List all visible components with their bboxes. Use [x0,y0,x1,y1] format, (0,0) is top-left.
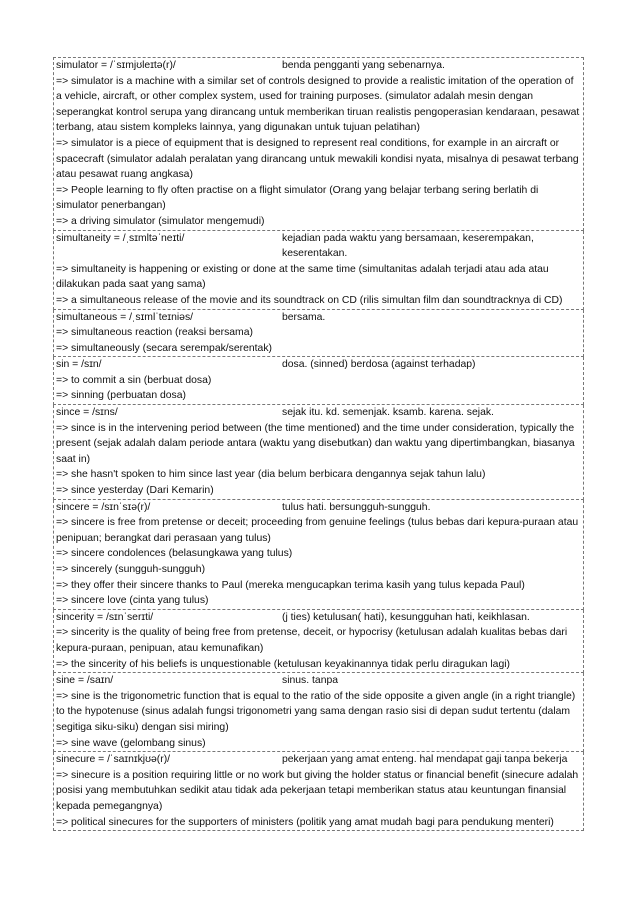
entry-gloss: tulus hati. bersungguh-sungguh. [282,501,431,513]
entry-header [56,405,581,421]
example-line: => a simultaneous release of the movie and its soundtrack on CD (rilis simultan film dan soundtracknya di CD) [56,294,563,306]
dictionary-entry [53,405,584,500]
entry-gloss: (j ties) ketulusan( hati), kesungguhan hati, keikhlasan. [282,611,530,623]
dictionary-document [53,57,584,831]
entry-header [56,752,581,768]
entry-term: sine = /saɪn/ [56,675,114,687]
entry-gloss: bersama. [282,311,326,323]
example-line: => they offer their sincere thanks to Paul (mereka mengucapkan terima kasih yang tulus kepada Paul) [56,579,525,591]
entry-header [56,310,581,326]
example-line: => to commit a sin (berbuat dosa) [56,374,212,386]
example-line: => sincerity is the quality of being free from pretense, deceit, or hypocrisy (ketulusan adalah kualitas bebas dari kepura-puraan, penipuan, atau kemunafikan) [56,627,568,654]
example-line: => simultaneously (secara serempak/serentak) [56,342,272,354]
entry-header [56,357,581,373]
entry-term: simultaneity = /ˌsɪmltəˈneɪti/ [56,232,185,244]
entry-term: since = /sɪns/ [56,407,118,419]
entry-term: sin = /sɪn/ [56,359,102,371]
entry-term: sincere = /sɪnˈsɪə(r)/ [56,501,151,513]
dictionary-entry [53,231,584,310]
entry-header [56,500,581,516]
dictionary-entry [53,357,584,405]
example-line: => sincere condolences (belasungkawa yang tulus) [56,548,293,560]
example-line: => simultaneous reaction (reaksi bersama) [56,327,253,339]
entry-gloss: pekerjaan yang amat enteng. hal mendapat gaji tanpa bekerja [282,754,568,766]
example-line: => simulator is a machine with a similar set of controls designed to provide a realistic imitation of the operation of a vehicle, aircraft, or other complex system, used for training purposes. (simulator adalah mesin dengan seperangkat kontrol serupa yang dirancang untuk memberikan tiruan realistis pengoperasian kendaraan, pesawat terbang, atau sistem kompleks lainnya, yang digunakan untuk tujuan pelatihan) [56,75,580,134]
dictionary-entry [53,673,584,752]
entry-header [56,673,581,689]
example-line: => the sincerity of his beliefs is unquestionable (ketulusan keyakinannya tidak perlu diragukan lagi) [56,658,510,670]
dictionary-entry [53,310,584,358]
example-line: => sine wave (gelombang sinus) [56,737,206,749]
dictionary-entry [53,500,584,610]
example-line: => she hasn't spoken to him since last year (dia belum berbicara dengannya sejak tahun lalu) [56,469,486,481]
example-line: => since yesterday (Dari Kemarin) [56,485,214,497]
example-line: => a driving simulator (simulator mengemudi) [56,215,265,227]
entry-header [56,231,581,262]
example-line: => sinecure is a position requiring little or no work but giving the holder status or financial benefit (sinecure adalah posisi yang membutuhkan sedikit atau tidak ada pekerjaan tetapi memberikan status atau keuntungan finansial kepada pemegangnya) [56,769,579,812]
example-line: => People learning to fly often practise on a flight simulator (Orang yang belajar terbang sering berlatih di simulator penerbangan) [56,184,539,212]
example-line: => political sinecures for the supporters of ministers (politik yang amat mudah bagi para pendukung menteri) [56,816,554,828]
entry-gloss: sejak itu. kd. semenjak. ksamb. karena. sejak. [282,407,494,419]
dictionary-entry [53,752,584,831]
example-line: => sinning (perbuatan dosa) [56,390,186,402]
entry-gloss: kejadian pada waktu yang bersamaan, keserempakan, keserentakan. [282,232,534,260]
entry-header [56,58,581,74]
entry-gloss: sinus. tanpa [282,675,339,687]
example-line: => simulator is a piece of equipment that is designed to represent real conditions, for example in an aircraft or spacecraft (simulator adalah peralatan yang dirancang untuk mewakili kondisi nyata, misalnya di pesawat terbang atau pesawat ruang angkasa) [56,137,579,181]
example-line: => sincerely (sungguh-sungguh) [56,564,206,575]
example-line: => sincere is free from pretense or deceit; proceeding from genuine feelings (tulus bebas dari kepura-puraan atau penipuan; berangkat dari perasaan yang tulus) [56,517,579,544]
entry-term: simulator = /ˈsɪmjʊleɪtə(r)/ [56,60,176,71]
example-line: => since is in the intervening period between (the time mentioned) and the time under consideration, typically the present (sejak adalah dalam periode antara (waktu yang disebutkan) dan waktu yang dipertimbangkan, biasanya saat in) [56,422,575,465]
example-line: => simultaneity is happening or existing or done at the same time (simultanitas adalah terjadi atau ada atau dilakukan pada saat yang sama) [56,263,549,291]
dictionary-entry [53,610,584,673]
entry-gloss: benda pengganti yang sebenarnya. [282,60,445,71]
dictionary-entry [53,57,584,231]
entry-term: simultaneous = /ˌsɪmlˈteɪniəs/ [56,311,194,323]
example-line: => sincere love (cinta yang tulus) [56,595,209,607]
entry-term: sincerity = /sɪnˈserɪti/ [56,611,154,623]
entry-gloss: dosa. (sinned) berdosa (against terhadap) [282,359,476,371]
example-line: => sine is the trigonometric function that is equal to the ratio of the side opposite a given angle (in a right triangle) to the hypotenuse (sinus adalah fungsi trigonometri yang sama dengan rasio sisi di depan sudut tertentu (dalam segitiga siku-siku) dengan sisi miring) [56,690,576,733]
entry-term: sinecure = /ˈsaɪnɪkjʊə(r)/ [56,754,171,766]
entry-header [56,610,581,626]
